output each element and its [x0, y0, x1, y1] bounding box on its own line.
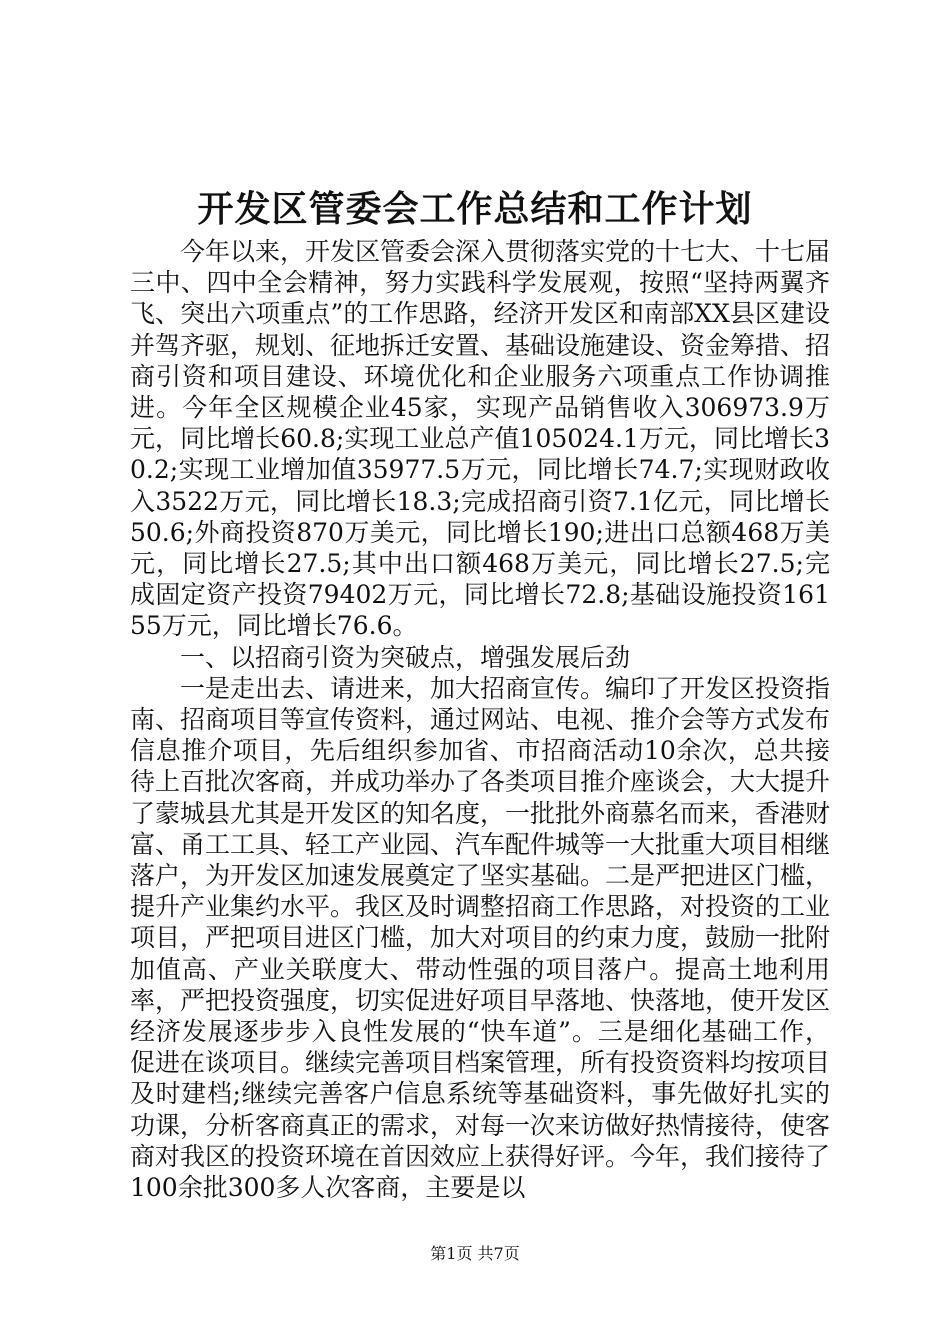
document-title: 开发区管委会工作总结和工作计划: [197, 188, 753, 230]
section-heading-1: 一、以招商引资为突破点，增强发展后劲: [180, 642, 631, 672]
document-body: [130, 236, 830, 1203]
paragraph-investment: 一是走出去、请进来，加大招商宣传。编印了开发区投资指南、招商项目等宣传资料，通过网站、电视、推介会等方式发布信息推介项目，先后组织参加省、市招商活动10余次，总共接待上百批次客商，并成功举办了各类项目推介座谈会，大大提升了蒙城县尤其是开发区的知名度，一批批外商慕名而来，香港财富、甬工工具、轻工产业园、汽车配件城等一大批重大项目相继落户，为开发区加速发展奠定了坚实基础。二是严把进区门槛，提升产业集约水平。我区及时调整招商工作思路，对投资的工业项目，严把项目进区门槛，加大对项目的约束力度，鼓励一批附加值高、产业关联度大、带动性强的项目落户。提高土地利用率，严把投资强度，切实促进好项目早落地、快落地，使开发区经济发展逐步步入良性发展的“快车道”。三是细化基础工作，促进在谈项目。继续完善项目档案管理，所有投资资料均按项目及时建档;继续完善客户信息系统等基础资料，事先做好扎实的功课，分析客商真正的需求，对每一次来访做好热情接待，使客商对我区的投资环境在首因效应上获得好评。今年，我们接待了100余批300多人次客商，主要是以: [130, 673, 831, 1203]
paragraph-intro: 今年以来，开发区管委会深入贯彻落实党的十七大、十七届三中、四中全会精神，努力实践科学发展观，按照“坚持两翼齐飞、突出六项重点”的工作思路，经济开发区和南部XX县区建设并驾齐驱，规划、征地拆迁安置、基础设施建设、资金筹措、招商引资和项目建设、环境优化和企业服务六项重点工作协调推进。今年全区规模企业45家，实现产品销售收入306973.9万元，同比增长60.8;实现工业总产值105024.1万元，同比增长30.2;实现工业增加值35977.5万元，同比增长74.7;实现财政收入3522万元，同比增长18.3;完成招商引资7.1亿元，同比增长50.6;外商投资870万美元，同比增长190;进出口总额468万美元，同比增长27.5;其中出口额468万美元，同比增长27.5;完成固定资产投资79402万元，同比增长72.8;基础设施投资16155万元，同比增长76.6。: [130, 237, 831, 641]
page-number-footer: 第1页 共7页: [430, 1244, 520, 1263]
